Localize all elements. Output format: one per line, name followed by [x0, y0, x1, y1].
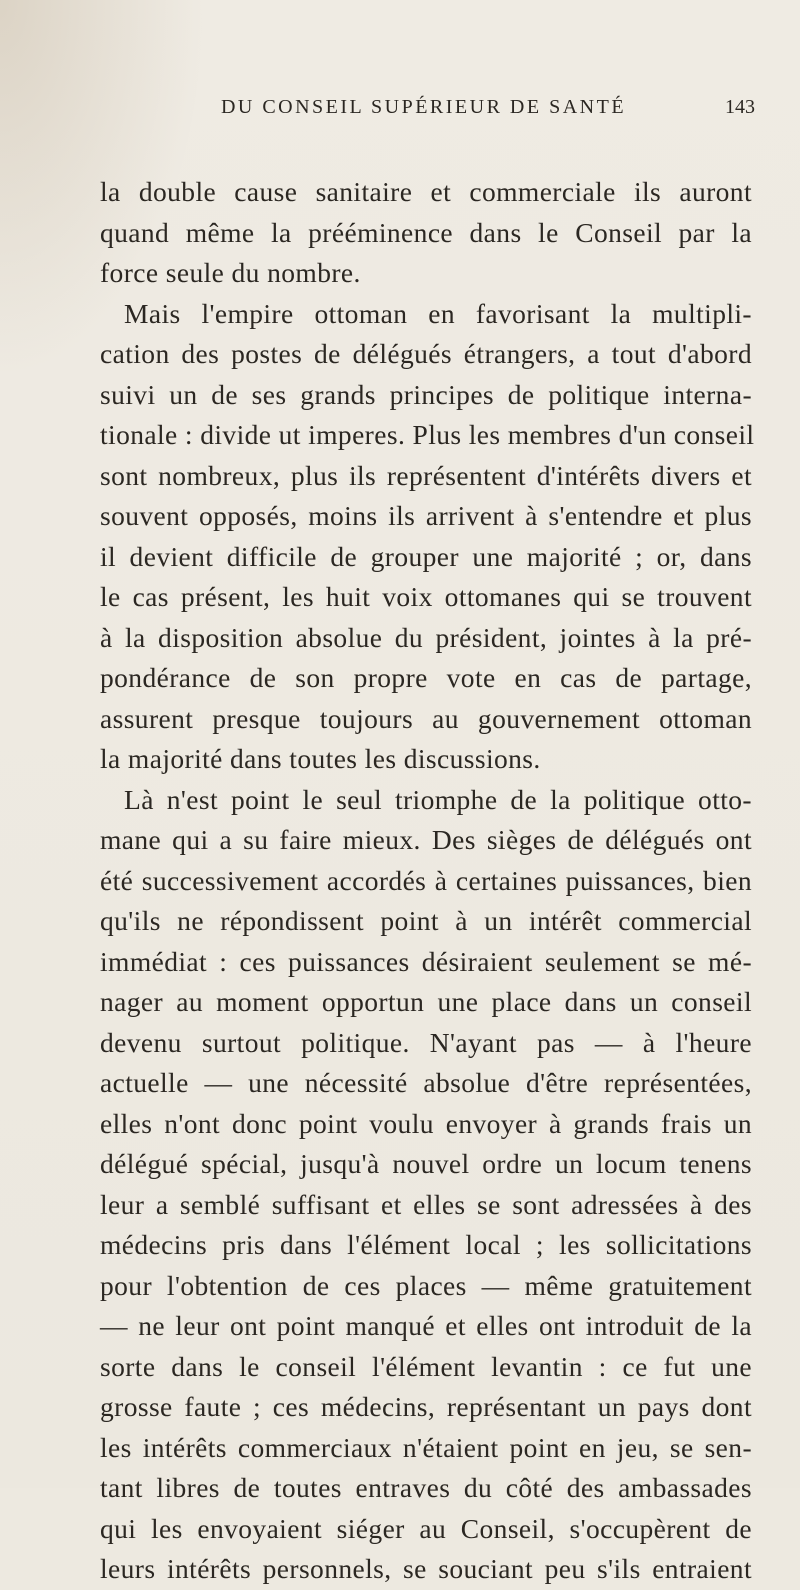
text-line: pondérance de son propre vote en cas de partage,	[100, 662, 752, 693]
text-line: assurent presque toujours au gouvernement ottoman	[100, 702, 752, 734]
page-header	[92, 96, 755, 126]
text-line: sont nombreux, plus ils représentent d'intérêts divers et	[100, 459, 752, 491]
body-text	[100, 172, 755, 1590]
text-line: le cas présent, les huit voix ottomanes qui se trouvent	[100, 581, 752, 612]
text-line: la double cause sanitaire et commerciale ils auront	[100, 176, 752, 207]
text-line: nager au moment opportun une place dans un conseil	[100, 986, 752, 1017]
running-head: DU CONSEIL SUPÉRIEUR DE SANTÉ	[220, 96, 627, 118]
text-line: délégué spécial, jusqu'à nouvel ordre un locum tenens	[100, 1148, 752, 1179]
text-line: la majorité dans toutes les discussions.	[100, 743, 541, 774]
text-line: tant libres de toutes entraves du côté des ambassades	[100, 1472, 752, 1503]
text-line: à la disposition absolue du président, jointes à la pré-	[100, 621, 752, 653]
text-line: leurs intérêts personnels, se souciant peu s'ils entraient	[100, 1553, 752, 1584]
text-line: devenu surtout politique. N'ayant pas — à l'heure	[100, 1026, 752, 1058]
text-line: actuelle — une nécessité absolue d'être représentées,	[100, 1067, 752, 1098]
text-line: souvent opposés, moins ils arrivent à s'entendre et plus	[100, 500, 752, 531]
text-line: les intérêts commerciaux n'étaient point en jeu, se sen-	[100, 1431, 752, 1463]
text-line: qui les envoyaient siéger au Conseil, s'occupèrent de	[100, 1512, 752, 1544]
text-line: leur a semblé suffisant et elles se sont adressées à des	[100, 1188, 752, 1220]
text-line: pour l'obtention de ces places — même gratuitement	[100, 1269, 752, 1301]
text-line: Mais l'empire ottoman en favorisant la multipli-	[124, 297, 752, 329]
text-line: médecins pris dans l'élément local ; les sollicitations	[100, 1229, 752, 1260]
text-line: sorte dans le conseil l'élément levantin : ce fut une	[100, 1350, 752, 1382]
text-line: mane qui a su faire mieux. Des sièges de délégués ont	[100, 824, 752, 855]
text-line: grosse faute ; ces médecins, représentant un pays dont	[100, 1391, 752, 1422]
text-line: force seule du nombre.	[100, 257, 361, 288]
text-line: cation des postes de délégués étrangers, a tout d'abord	[100, 338, 752, 369]
text-line: suivi un de ses grands principes de politique interna-	[100, 378, 752, 410]
text-line: été successivement accordés à certaines puissances, bien	[100, 864, 752, 896]
text-line: immédiat : ces puissances désiraient seulement se mé-	[100, 945, 752, 977]
text-line: Là n'est point le seul triomphe de la politique otto-	[124, 783, 752, 815]
text-line: — ne leur ont point manqué et elles ont introduit de la	[100, 1310, 752, 1341]
text-line: qu'ils ne répondissent point à un intérêt commercial	[100, 905, 752, 936]
text-line: tionale : divide ut imperes. Plus les membres d'un conseil	[100, 419, 755, 450]
text-line: il devient difficile de grouper une majorité ; or, dans	[100, 540, 752, 572]
text-line: elles n'ont donc point voulu envoyer à grands frais un	[100, 1107, 752, 1139]
page-number: 143	[725, 96, 755, 118]
text-line: quand même la prééminence dans le Conseil par la	[100, 216, 752, 248]
